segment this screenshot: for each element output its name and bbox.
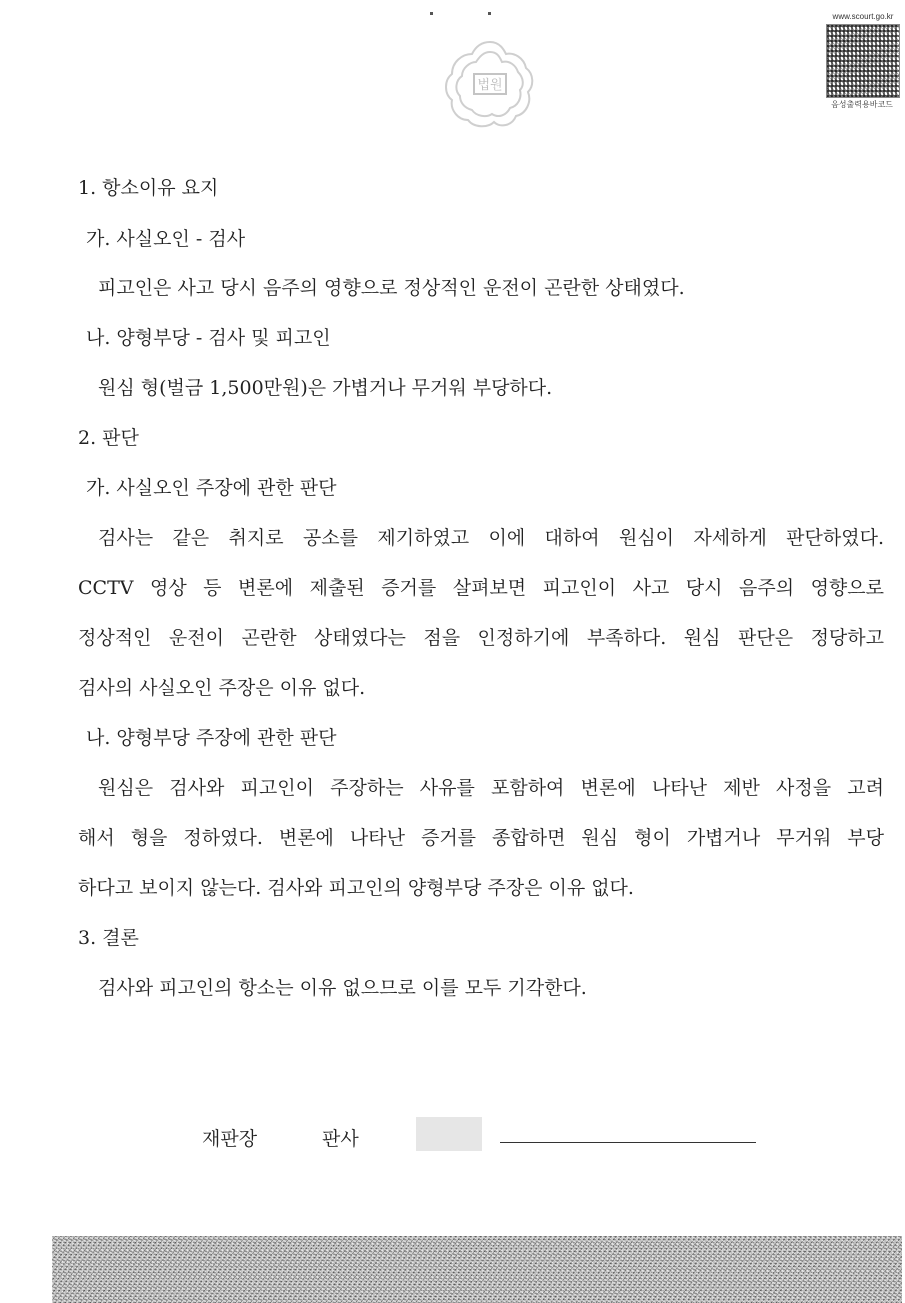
section-2b-title: 나. 양형부당 주장에 관한 판단 [86, 727, 337, 749]
section-1b-body: 원심 형(벌금 1,500만원)은 가볍거나 무거워 부당하다. [98, 377, 553, 399]
section-1-title: 1. 항소이유 요지 [78, 177, 219, 199]
paragraph-line: 해서 형을 정하였다. 변론에 나타난 증거를 종합하면 원심 형이 가볍거나 무거워 부당 [78, 827, 884, 849]
paragraph-line: CCTV 영상 등 변론에 제출된 증거를 살펴보면 피고인이 사고 당시 음주의 영향으로 [78, 577, 884, 599]
security-pattern-band [52, 1236, 902, 1303]
paragraph-line: 검사의 사실오인 주장은 이유 없다. [78, 677, 366, 699]
svg-text:법원: 법원 [477, 78, 503, 93]
signature-title: 판사 [322, 1128, 359, 1150]
section-2a-title: 가. 사실오인 주장에 관한 판단 [86, 477, 337, 499]
section-3-title: 3. 결론 [78, 927, 139, 949]
paragraph-line: 검사는 같은 취지로 공소를 제기하였고 이에 대하여 원심이 자세하게 판단하였다. [98, 527, 884, 549]
section-2-title: 2. 판단 [78, 427, 139, 449]
qr-code [826, 24, 900, 98]
paragraph-line: 하다고 보이지 않는다. 검사와 피고인의 양형부당 주장은 이유 없다. [78, 877, 634, 899]
section-3-body: 검사와 피고인의 항소는 이유 없으므로 이를 모두 기각한다. [98, 977, 587, 999]
section-1a-body: 피고인은 사고 당시 음주의 영향으로 정상적인 운전이 곤란한 상태였다. [98, 277, 685, 299]
signature-line [500, 1142, 756, 1143]
redacted-name [416, 1117, 482, 1151]
scan-speck [430, 12, 433, 15]
signature-role: 재판장 [202, 1128, 258, 1150]
qr-url-label: www.scourt.go.kr [832, 12, 894, 21]
section-1b-title: 나. 양형부당 - 검사 및 피고인 [86, 327, 331, 349]
qr-caption: 음성출력용바코드 [831, 100, 893, 109]
court-seal-watermark [440, 36, 540, 132]
section-1a-title: 가. 사실오인 - 검사 [86, 228, 246, 250]
scan-speck [488, 12, 491, 15]
paragraph-line: 원심은 검사와 피고인이 주장하는 사유를 포함하여 변론에 나타난 제반 사정을 고려 [98, 777, 884, 799]
paragraph-line: 정상적인 운전이 곤란한 상태였다는 점을 인정하기에 부족하다. 원심 판단은 정당하고 [78, 627, 884, 649]
